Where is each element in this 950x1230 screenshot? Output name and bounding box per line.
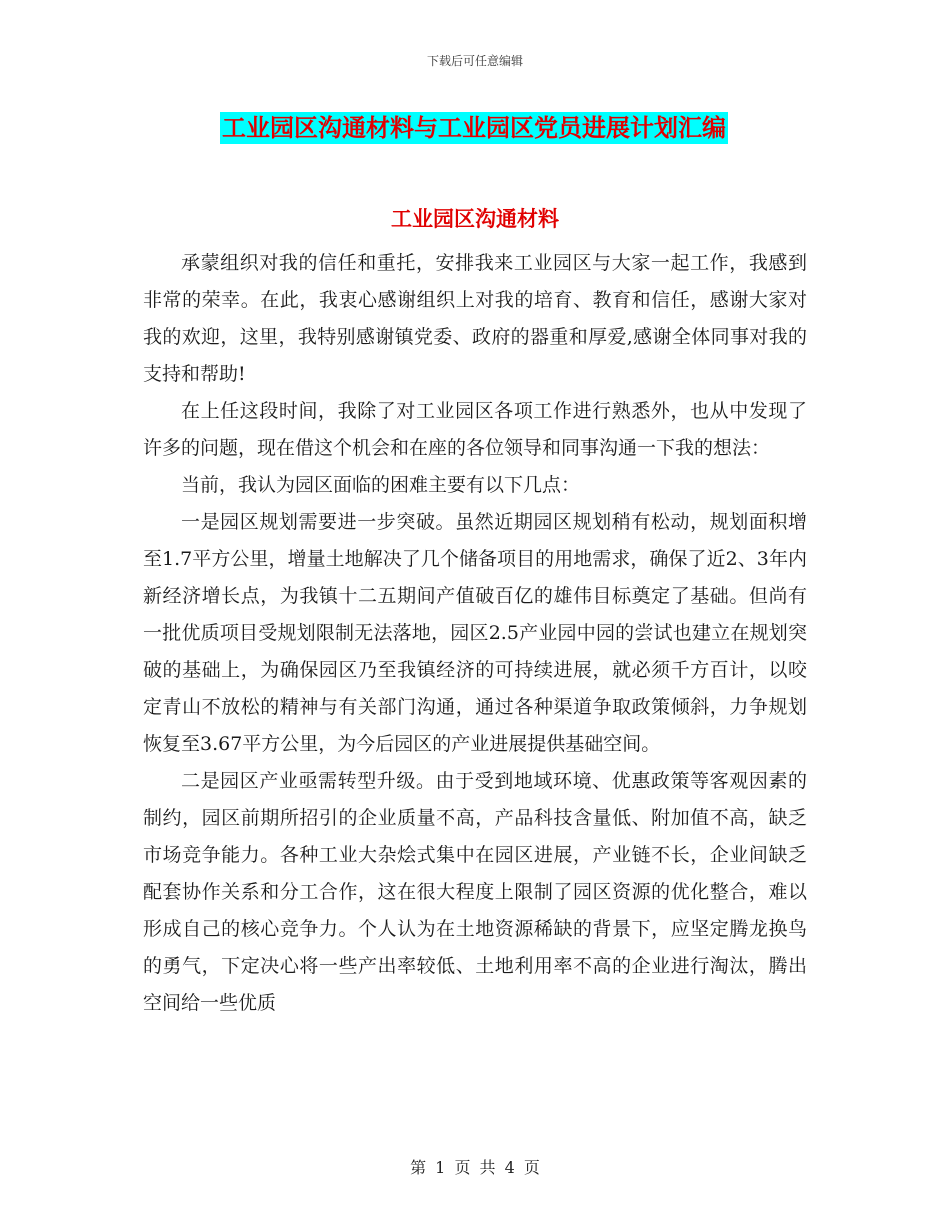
document-body — [143, 245, 807, 1022]
page-footer: 第 1 页 共 4 页 — [410, 1158, 540, 1177]
paragraph: 二是园区产业亟需转型升级。由于受到地域环境、优惠政策等客观因素的制约，园区前期所招引的企业质量不高，产品科技含量低、附加值不高，缺乏市场竞争能力。各种工业大杂烩式集中在园区进展，产业链不长，企业间缺乏配套协作关系和分工合作，这在很大程度上限制了园区资源的优化整合，难以形成自己的核心竞争力。个人认为在土地资源稀缺的背景下，应坚定腾龙换鸟的勇气，下定决心将一些产出率较低、土地利用率不高的企业进行淘汰，腾出空间给一些优质 — [143, 770, 807, 1014]
paragraph: 在上任这段时间，我除了对工业园区各项工作进行熟悉外，也从中发现了许多的问题，现在借这个机会和在座的各位领导和同事沟通一下我的想法： — [143, 400, 807, 459]
header-note: 下载后可任意编辑 — [426, 54, 523, 68]
paragraph: 承蒙组织对我的信任和重托，安排我来工业园区与大家一起工作，我感到非常的荣幸。在此，我衷心感谢组织上对我的培育、教育和信任，感谢大家对我的欢迎，这里，我特别感谢镇党委、政府的器重和厚爱,感谢全体同事对我的支持和帮助! — [143, 252, 807, 385]
paragraph: 当前，我认为园区面临的困难主要有以下几点： — [181, 474, 581, 496]
document-title: 工业园区沟通材料与工业园区党员进展计划汇编 — [222, 113, 726, 142]
paragraph: 一是园区规划需要进一步突破。虽然近期园区规划稍有松动，规划面积增至1.7平方公里，增量土地解决了几个储备项目的用地需求，确保了近2、3年内新经济增长点，为我镇十二五期间产值破百亿的雄伟目标奠定了基础。但尚有一批优质项目受规划限制无法落地，园区2.5产业园中园的尝试也建立在规划突破的基础上，为确保园区乃至我镇经济的可持续进展，就必须千方百计，以咬定青山不放松的精神与有关部门沟通，通过各种渠道争取政策倾斜，力争规划恢复至3.67平方公里，为今后园区的产业进展提供基础空间。 — [143, 511, 807, 755]
section-title: 工业园区沟通材料 — [391, 206, 559, 231]
